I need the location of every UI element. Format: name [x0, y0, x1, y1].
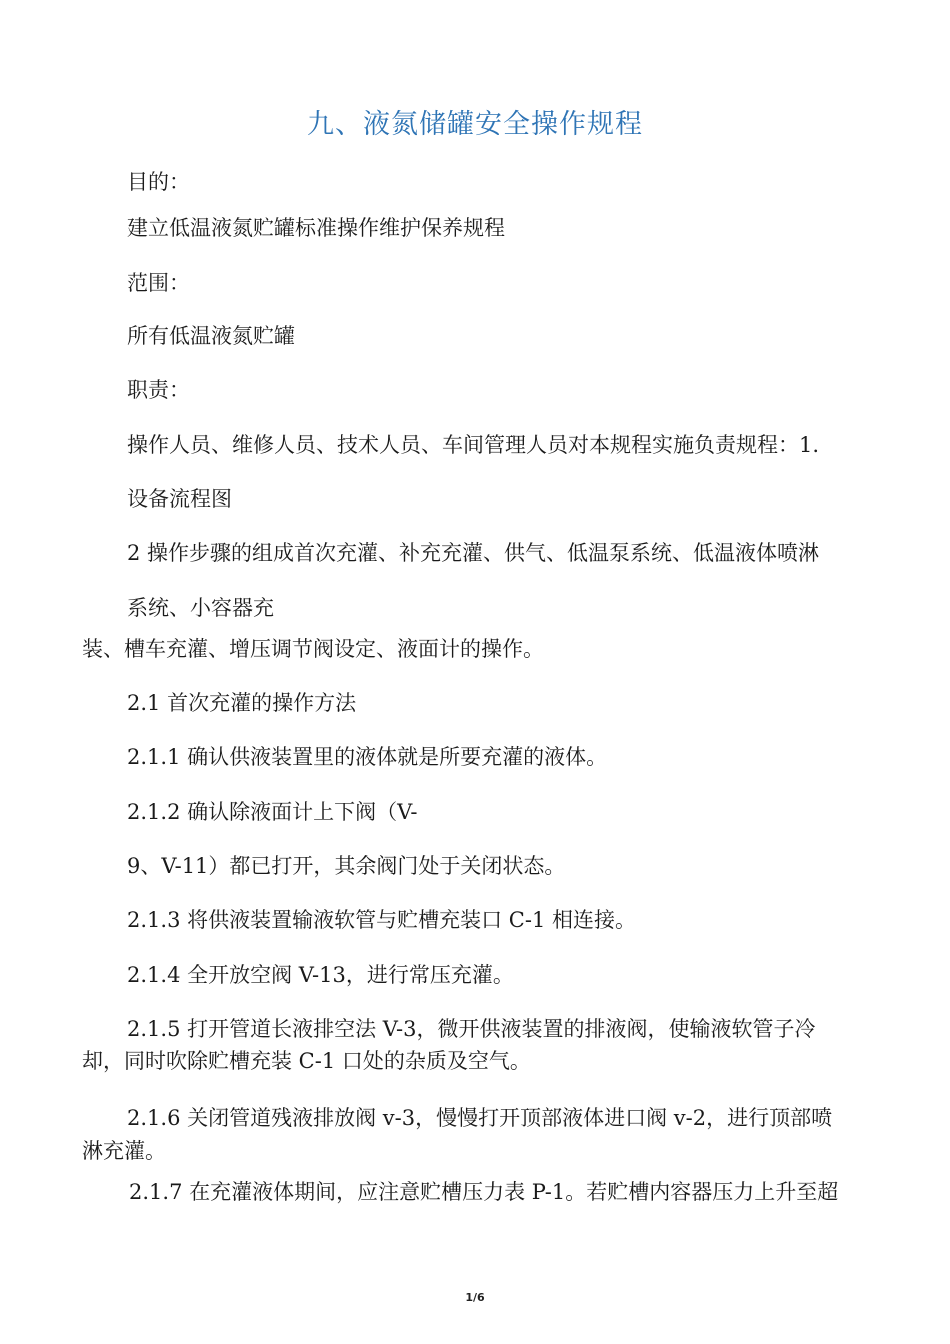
text-line: 2.1.3 将供液装置输液软管与贮槽充装口 C-1 相连接。 — [127, 908, 636, 932]
page-number: 1/6 — [465, 1291, 485, 1304]
text-line: 建立低温液氮贮罐标准操作维护保养规程 — [127, 216, 505, 240]
text-line: 2.1.1 确认供液装置里的液体就是所要充灌的液体。 — [127, 745, 608, 769]
text-line: 2.1.2 确认除液面计上下阀（V- — [127, 800, 418, 824]
text-line: 2 操作步骤的组成首次充灌、补充充灌、供气、低温泵系统、低温液体喷淋 — [127, 541, 820, 565]
text-line: 9、V-11）都已打开，其余阀门处于关闭状态。 — [127, 854, 566, 878]
text-line: 2.1.7 在充灌液体期间，应注意贮槽压力表 P-1。若贮槽内容器压力上升至超 — [129, 1180, 839, 1204]
text-line: 范围： — [127, 271, 190, 295]
text-line: 2.1.5 打开管道长液排空法 V-3，微开供液装置的排液阀，使输液软管子冷 — [127, 1017, 816, 1041]
text-line: 2.1.4 全开放空阀 V-13，进行常压充灌。 — [127, 963, 514, 987]
text-line: 装、槽车充灌、增压调节阀设定、液面计的操作。 — [82, 637, 544, 661]
text-line: 系统、小容器充 — [127, 596, 274, 620]
text-line: 操作人员、维修人员、技术人员、车间管理人员对本规程实施负责规程：1. — [127, 433, 820, 457]
text-line: 所有低温液氮贮罐 — [127, 324, 295, 348]
text-line: 目的： — [127, 170, 190, 194]
text-line: 职责： — [127, 378, 190, 402]
document-title: 九、液氮储罐安全操作规程 — [307, 109, 643, 140]
text-line: 2.1 首次充灌的操作方法 — [127, 691, 357, 715]
text-line: 2.1.6 关闭管道残液排放阀 v-3，慢慢打开顶部液体进口阀 v-2，进行顶部喷 — [127, 1106, 833, 1130]
text-line: 设备流程图 — [127, 487, 232, 511]
text-line: 却，同时吹除贮槽充装 C-1 口处的杂质及空气。 — [82, 1049, 531, 1073]
text-line: 淋充灌。 — [82, 1139, 166, 1163]
